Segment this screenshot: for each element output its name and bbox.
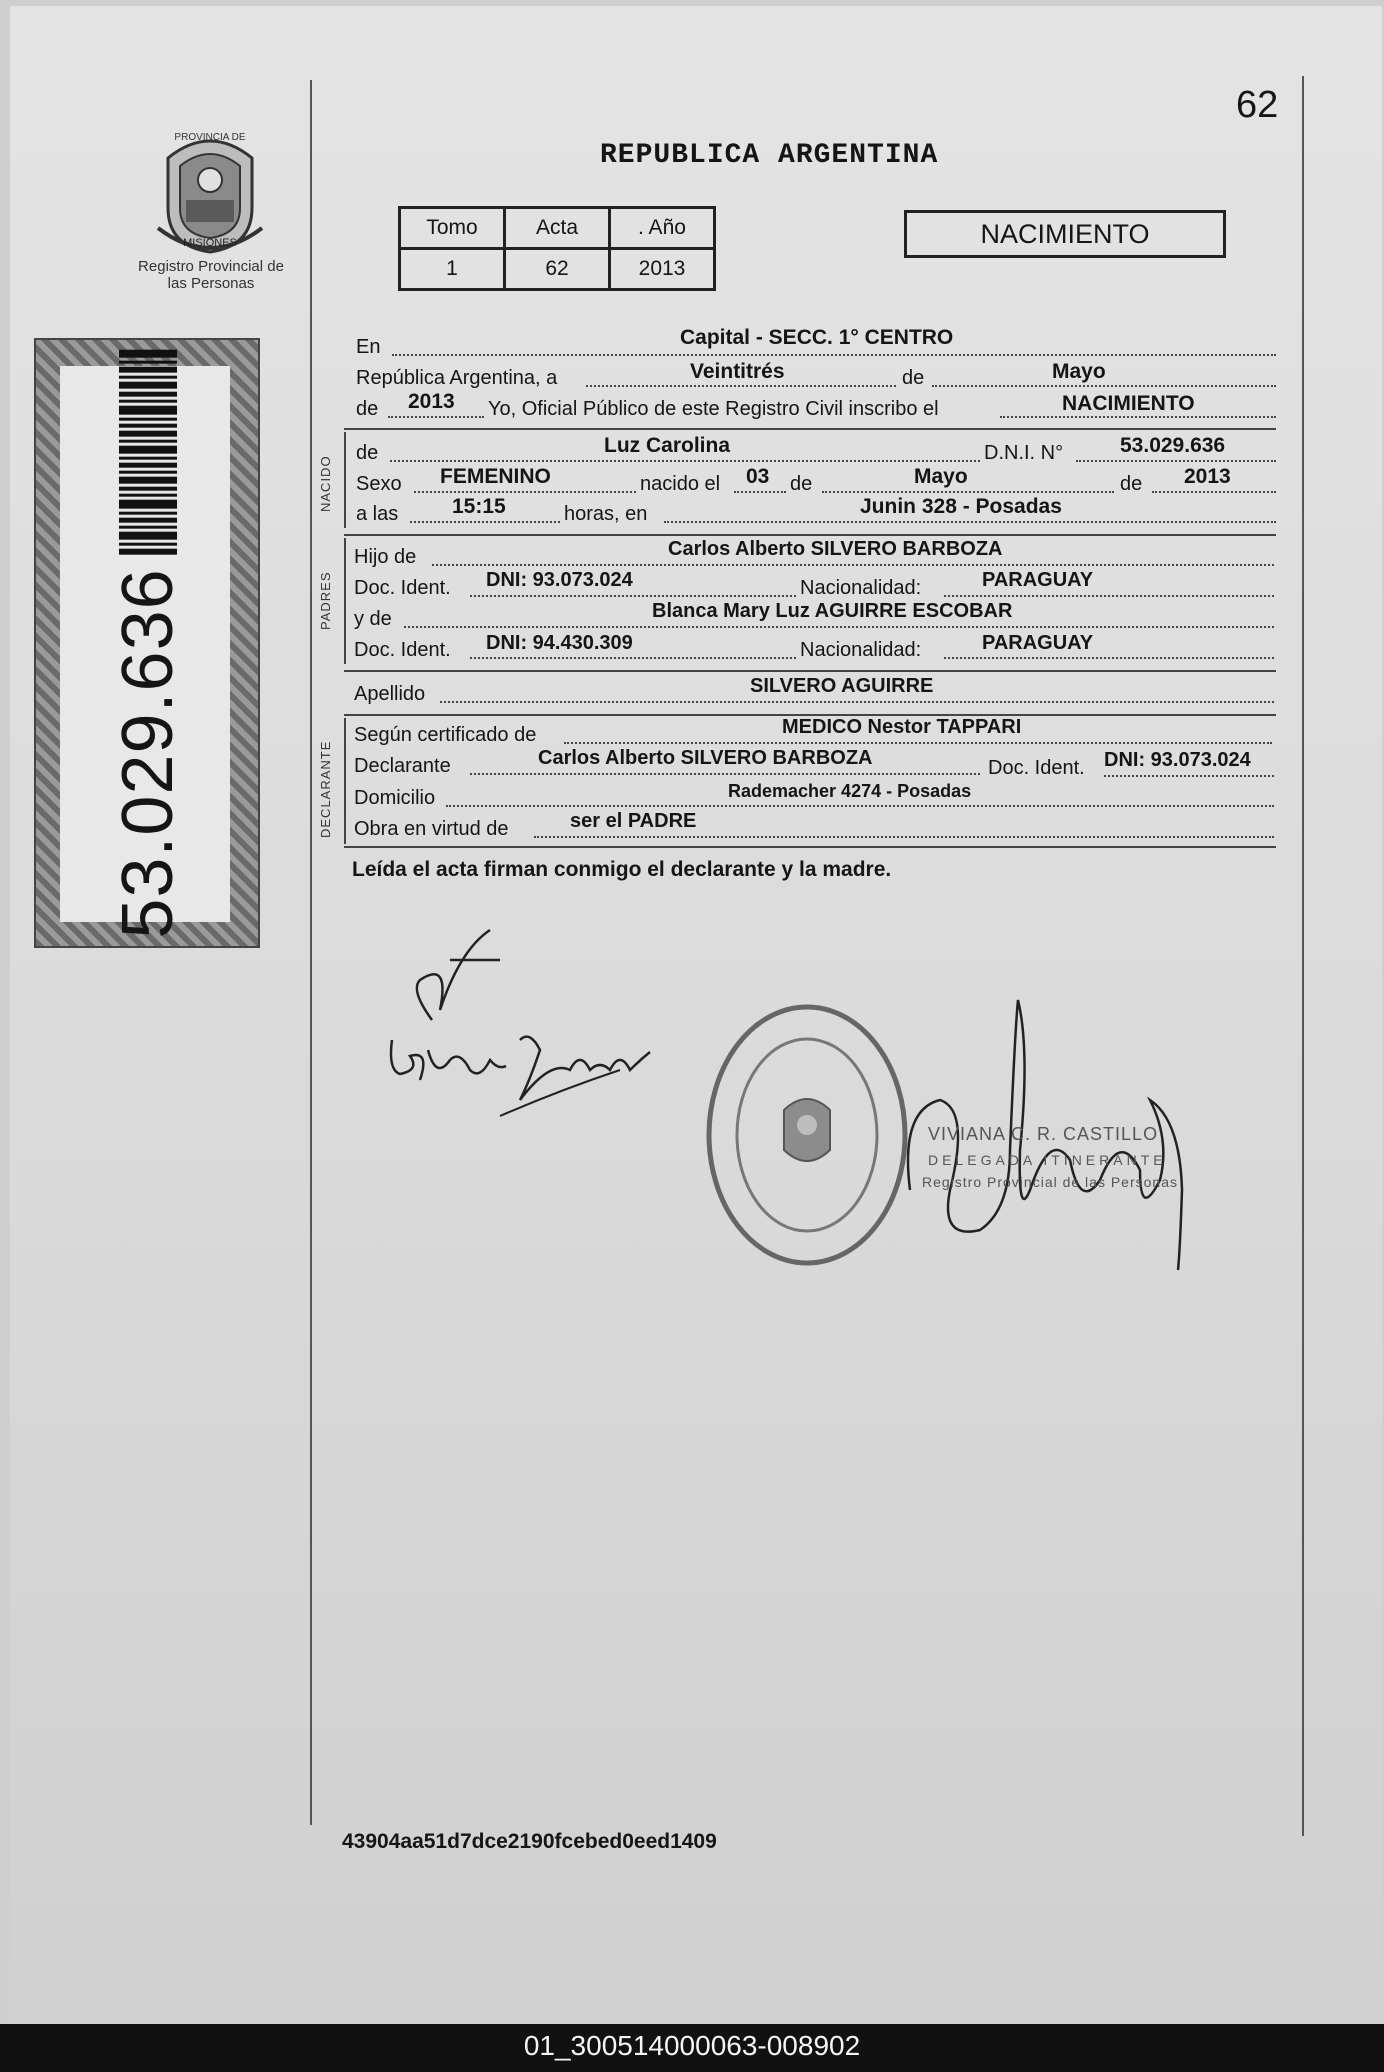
hora-label: a las (356, 503, 399, 525)
handwritten-signature (380, 920, 680, 1135)
hora-value: 15:15 (452, 495, 506, 518)
nacido-de-label: de (356, 442, 379, 464)
republica-label: República Argentina, a (356, 367, 558, 389)
nacido-lugar: Junin 328 - Posadas (860, 495, 1062, 518)
declarante-label: Declarante (354, 755, 451, 777)
nacido-nombre: Luz Carolina (604, 434, 731, 457)
en-label: En (356, 336, 381, 358)
nacido-mes: Mayo (914, 465, 968, 488)
anio-value: 2013 (610, 249, 715, 290)
anio-value: 2013 (408, 390, 455, 413)
mes-value: Mayo (1052, 360, 1106, 383)
apellido-label: Apellido (354, 683, 426, 705)
nacido-dni: 53.029.636 (1120, 434, 1226, 457)
de-label-2: de (356, 398, 379, 420)
obra-label: Obra en virtud de (354, 818, 509, 840)
closing-statement: Leída el acta firman conmigo el declarante y la madre. (352, 858, 892, 881)
officer-signature (900, 990, 1190, 1295)
declarante-nombre: Carlos Alberto SILVERO BARBOZA (538, 747, 873, 769)
hijo-de-label: Hijo de (354, 546, 417, 568)
sexo-label: Sexo (356, 473, 402, 495)
tomo-header: Tomo (400, 208, 505, 249)
madre-doc-label: Doc. Ident. (354, 639, 451, 661)
acta-header: Acta (505, 208, 610, 249)
lugar-value: Capital - SECC. 1° CENTRO (680, 326, 954, 349)
footer-code: 01_300514000063-008902 (523, 2030, 861, 2061)
apellido-value: SILVERO AGUIRRE (750, 675, 934, 697)
page-number: 62 (1236, 84, 1279, 126)
sexo-value: FEMENINO (440, 465, 551, 488)
registro-caption: Registro Provincial de las Personas (138, 258, 284, 292)
nacido-dia: 03 (746, 465, 770, 488)
official-seal (702, 1000, 912, 1275)
obra-value: ser el PADRE (570, 810, 697, 832)
country-title: REPUBLICA ARGENTINA (600, 140, 939, 171)
nacido-section-label: NACIDO (318, 455, 333, 512)
madre-doc: DNI: 94.430.309 (486, 632, 633, 654)
padre-nombre: Carlos Alberto SILVERO BARBOZA (668, 538, 1003, 560)
nacido-de-label-2: de (790, 473, 813, 495)
de-label-1: de (902, 367, 925, 389)
certificado-value: MEDICO Nestor TAPPARI (782, 716, 1022, 738)
emblem-text-top: PROVINCIA DE (174, 132, 246, 143)
tomo-value: 1 (400, 249, 505, 290)
padre-doc-label: Doc. Ident. (354, 577, 451, 599)
inscripcion-value: NACIMIENTO (1062, 392, 1195, 415)
left-margin-line (310, 80, 312, 1825)
padre-nacionalidad: PARAGUAY (982, 569, 1094, 591)
barcode-block (34, 338, 260, 948)
officer-registry: Registro Provincial de las Personas (922, 1174, 1178, 1190)
dni-label: D.N.I. N° (984, 442, 1064, 464)
certificado-label: Según certificado de (354, 724, 537, 746)
act-type-box: NACIMIENTO (904, 210, 1226, 258)
declarante-section-label: DECLARANTE (318, 740, 333, 838)
misiones-emblem (150, 128, 270, 261)
nacido-de-label-3: de (1120, 473, 1143, 495)
padre-nacionalidad-label: Nacionalidad: (800, 577, 922, 599)
padres-section-label: PADRES (318, 571, 333, 630)
padre-doc: DNI: 93.073.024 (486, 569, 633, 591)
acta-value: 62 (505, 249, 610, 290)
barcode-number: 53.029.636 (108, 568, 188, 939)
emblem-text-bottom: MISIONES (183, 237, 237, 249)
officer-name: VIVIANA C. R. CASTILLO (928, 1124, 1159, 1144)
madre-nombre: Blanca Mary Luz AGUIRRE ESCOBAR (652, 600, 1013, 622)
horas-label: horas, en (564, 503, 648, 525)
declarante-doc-label: Doc. Ident. (988, 757, 1085, 779)
nacido-el-label: nacido el (640, 473, 721, 495)
barcode-bars (119, 349, 177, 554)
madre-nacionalidad: PARAGUAY (982, 632, 1094, 654)
domicilio-label: Domicilio (354, 787, 436, 809)
nacido-anio: 2013 (1184, 465, 1231, 488)
right-margin-line (1302, 76, 1304, 1836)
y-de-label: y de (354, 608, 392, 630)
registry-table (398, 206, 716, 291)
document-hash: 43904aa51d7dce2190fcebed0eed1409 (342, 1830, 717, 1853)
anio-header: . Año (610, 208, 715, 249)
madre-nacionalidad-label: Nacionalidad: (800, 639, 922, 661)
domicilio-value: Rademacher 4274 - Posadas (728, 781, 972, 801)
officer-role: DELEGADA ITINERANTE (928, 1152, 1167, 1168)
dia-value: Veintitrés (690, 360, 785, 383)
oficial-label: Yo, Oficial Público de este Registro Civil inscribo el (488, 398, 939, 420)
declarante-doc: DNI: 93.073.024 (1104, 749, 1251, 771)
